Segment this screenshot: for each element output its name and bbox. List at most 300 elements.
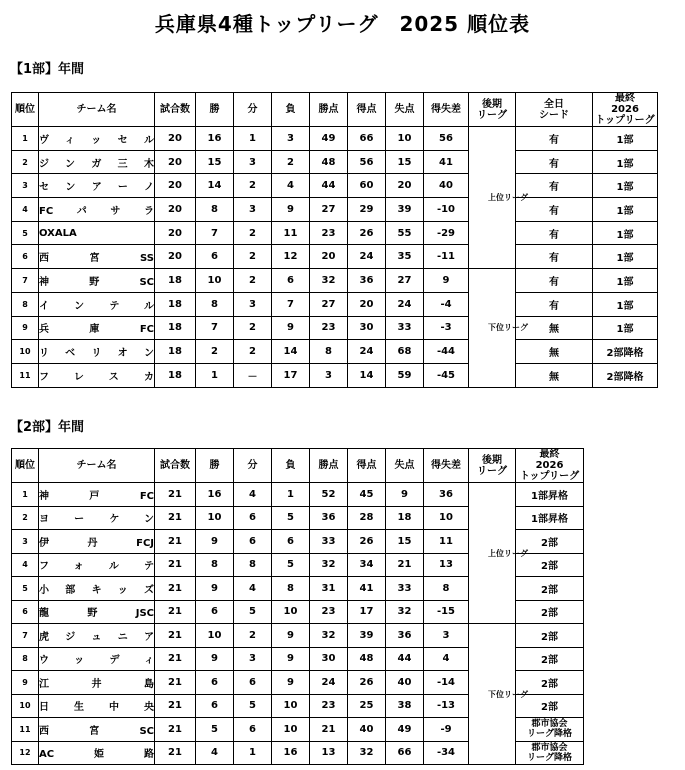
team-name: ヴィッセル (39, 134, 154, 146)
rank-cell: 2 (12, 150, 39, 174)
games-cell: 21 (155, 506, 196, 530)
team-name: 神戸FC (39, 490, 154, 502)
final-status-cell: 1部昇格 (516, 506, 584, 530)
team-name: 神野SC (39, 276, 154, 288)
goal-diff-cell: 13 (424, 553, 469, 577)
games-cell: 21 (155, 577, 196, 601)
points-cell: 23 (310, 694, 348, 718)
header-draw: 分 (234, 93, 272, 127)
losses-cell: 5 (272, 506, 310, 530)
losses-cell: 9 (272, 671, 310, 695)
wins-cell: 5 (196, 718, 234, 742)
wins-cell: 4 (196, 741, 234, 765)
goal-diff-cell: -34 (424, 741, 469, 765)
goals-for-cell: 17 (348, 600, 386, 624)
goals-for-cell: 40 (348, 718, 386, 742)
seed-cell: 無 (516, 340, 593, 364)
final-status-cell: 郡市協会 リーグ降格 (516, 718, 584, 742)
goals-for-cell: 14 (348, 363, 386, 387)
draws-cell: 5 (234, 600, 272, 624)
goal-diff-cell: 4 (424, 647, 469, 671)
games-cell: 18 (155, 363, 196, 387)
wins-cell: 6 (196, 671, 234, 695)
goals-against-cell: 33 (386, 577, 424, 601)
phase-upper-cell (469, 483, 528, 624)
goal-diff-cell: 8 (424, 577, 469, 601)
seed-cell: 有 (516, 269, 593, 293)
final-status-cell: 1部 (593, 245, 658, 269)
table-row (12, 269, 658, 293)
goal-diff-cell: -4 (424, 292, 469, 316)
team-name: 西宮SC (39, 725, 154, 737)
team-name-cell (39, 671, 155, 695)
team-name-cell (39, 553, 155, 577)
rank-cell: 1 (12, 127, 39, 151)
header-rank: 順位 (12, 449, 39, 483)
goals-for-cell: 26 (348, 671, 386, 695)
goals-against-cell: 66 (386, 741, 424, 765)
team-name-cell (39, 718, 155, 742)
final-status-cell: 1部昇格 (516, 483, 584, 507)
final-status-cell: 1部 (593, 127, 658, 151)
team-name: OXALA (39, 227, 77, 239)
table-row (12, 150, 658, 174)
goals-for-cell: 30 (348, 316, 386, 340)
goals-for-cell: 39 (348, 624, 386, 648)
games-cell: 21 (155, 741, 196, 765)
final-status-cell: 1部 (593, 292, 658, 316)
draws-cell: 6 (234, 718, 272, 742)
points-cell: 21 (310, 718, 348, 742)
goals-for-cell: 26 (348, 221, 386, 245)
points-cell: 23 (310, 221, 348, 245)
games-cell: 21 (155, 600, 196, 624)
final-status-cell: 2部 (516, 671, 584, 695)
rank-cell: 5 (12, 221, 39, 245)
draws-cell: 4 (234, 577, 272, 601)
table-row (12, 292, 658, 316)
team-name-cell (39, 530, 155, 554)
rank-cell: 8 (12, 292, 39, 316)
goals-for-cell: 48 (348, 647, 386, 671)
goals-against-cell: 9 (386, 483, 424, 507)
team-name: 西宮SS (39, 253, 154, 265)
rank-cell: 9 (12, 671, 39, 695)
goals-against-cell: 39 (386, 198, 424, 222)
phase-lower-cell (469, 269, 528, 387)
team-name-cell (39, 624, 155, 648)
goal-diff-cell: -9 (424, 718, 469, 742)
team-name-cell (39, 694, 155, 718)
draws-cell: 1 (234, 127, 272, 151)
draws-cell: 5 (234, 694, 272, 718)
goals-for-cell: 41 (348, 577, 386, 601)
wins-cell: 8 (196, 553, 234, 577)
losses-cell: 1 (272, 483, 310, 507)
goals-for-cell: 34 (348, 553, 386, 577)
team-name: フォルテ (39, 561, 154, 573)
seed-cell: 有 (516, 245, 593, 269)
goals-for-cell: 20 (348, 292, 386, 316)
wins-cell: 16 (196, 127, 234, 151)
header-seed: 全日 シード (516, 93, 593, 127)
losses-cell: 6 (272, 269, 310, 293)
losses-cell: 10 (272, 694, 310, 718)
draws-cell: 8 (234, 553, 272, 577)
rank-cell: 10 (12, 694, 39, 718)
team-name-cell (39, 741, 155, 765)
team-name: 伊丹FCJ (39, 537, 154, 549)
games-cell: 21 (155, 718, 196, 742)
goals-for-cell: 24 (348, 245, 386, 269)
table-row (12, 316, 658, 340)
games-cell: 21 (155, 671, 196, 695)
points-cell: 27 (310, 198, 348, 222)
table-row (12, 174, 658, 198)
goal-diff-cell: 41 (424, 150, 469, 174)
rank-cell: 7 (12, 269, 39, 293)
team-name: 龍野JSC (39, 608, 154, 620)
team-name: 兵庫FC (39, 324, 154, 336)
goals-against-cell: 15 (386, 150, 424, 174)
games-cell: 18 (155, 269, 196, 293)
points-cell: 23 (310, 316, 348, 340)
losses-cell: 9 (272, 624, 310, 648)
rank-cell: 9 (12, 316, 39, 340)
goal-diff-cell: -44 (424, 340, 469, 364)
goals-against-cell: 59 (386, 363, 424, 387)
table-header-row (12, 93, 658, 127)
table-row (12, 245, 658, 269)
points-cell: 32 (310, 269, 348, 293)
draws-cell: 2 (234, 269, 272, 293)
points-cell: 36 (310, 506, 348, 530)
division2-label: 【2部】年間 (10, 420, 85, 435)
header-points: 勝点 (310, 449, 348, 483)
team-name: 虎ジュニア (39, 631, 154, 643)
table-header-row (12, 449, 584, 483)
goals-for-cell: 28 (348, 506, 386, 530)
goal-diff-cell: -3 (424, 316, 469, 340)
points-cell: 24 (310, 671, 348, 695)
goals-against-cell: 55 (386, 221, 424, 245)
goal-diff-cell: -45 (424, 363, 469, 387)
rank-cell: 11 (12, 718, 39, 742)
header-rank: 順位 (12, 93, 39, 127)
team-name-cell (39, 647, 155, 671)
goals-against-cell: 24 (386, 292, 424, 316)
losses-cell: 4 (272, 174, 310, 198)
games-cell: 20 (155, 127, 196, 151)
draws-cell: 6 (234, 530, 272, 554)
draws-cell: 3 (234, 292, 272, 316)
wins-cell: 6 (196, 600, 234, 624)
goals-for-cell: 66 (348, 127, 386, 151)
games-cell: 20 (155, 150, 196, 174)
team-name: AC姫路 (39, 749, 154, 761)
rank-cell: 5 (12, 577, 39, 601)
wins-cell: 9 (196, 647, 234, 671)
goal-diff-cell: 40 (424, 174, 469, 198)
phase-lower-label: 下位リーグ (488, 323, 528, 333)
goals-against-cell: 20 (386, 174, 424, 198)
draws-cell: 6 (234, 671, 272, 695)
rank-cell: 1 (12, 483, 39, 507)
rank-cell: 7 (12, 624, 39, 648)
losses-cell: 10 (272, 718, 310, 742)
goals-against-cell: 32 (386, 600, 424, 624)
header-draw: 分 (234, 449, 272, 483)
games-cell: 21 (155, 694, 196, 718)
final-status-cell: 2部 (516, 553, 584, 577)
losses-cell: 6 (272, 530, 310, 554)
losses-cell: 17 (272, 363, 310, 387)
phase-lower-label: 下位リーグ (488, 689, 528, 699)
goal-diff-cell: -11 (424, 245, 469, 269)
team-name-cell (39, 506, 155, 530)
goals-for-cell: 26 (348, 530, 386, 554)
team-name: FCパサラ (39, 205, 154, 217)
points-cell: 52 (310, 483, 348, 507)
goal-diff-cell: 3 (424, 624, 469, 648)
goals-for-cell: 56 (348, 150, 386, 174)
games-cell: 20 (155, 174, 196, 198)
header-games: 試合数 (155, 93, 196, 127)
team-name: センアーノ (39, 182, 154, 194)
goal-diff-cell: 11 (424, 530, 469, 554)
points-cell: 13 (310, 741, 348, 765)
seed-cell: 有 (516, 198, 593, 222)
header-points: 勝点 (310, 93, 348, 127)
team-name-cell (39, 198, 155, 222)
goal-diff-cell: 9 (424, 269, 469, 293)
goals-against-cell: 44 (386, 647, 424, 671)
team-name-cell (39, 269, 155, 293)
wins-cell: 15 (196, 150, 234, 174)
table-row (12, 198, 658, 222)
rank-cell: 4 (12, 553, 39, 577)
final-status-cell: 2部 (516, 577, 584, 601)
team-name-cell (39, 245, 155, 269)
goals-against-cell: 40 (386, 671, 424, 695)
points-cell: 32 (310, 624, 348, 648)
seed-cell: 有 (516, 127, 593, 151)
goals-for-cell: 36 (348, 269, 386, 293)
final-status-cell: 2部降格 (593, 363, 658, 387)
header-final: 最終 2026 トップリーグ (516, 449, 584, 483)
team-name: ウッディ (39, 655, 154, 667)
draws-cell: 1 (234, 741, 272, 765)
header-goal-diff: 得失差 (424, 449, 469, 483)
points-cell: 49 (310, 127, 348, 151)
games-cell: 21 (155, 483, 196, 507)
team-name: フレスカ (39, 371, 154, 383)
final-status-cell: 1部 (593, 198, 658, 222)
goals-against-cell: 38 (386, 694, 424, 718)
losses-cell: 7 (272, 292, 310, 316)
team-name: リベリオン (39, 348, 154, 360)
wins-cell: 10 (196, 506, 234, 530)
losses-cell: 10 (272, 600, 310, 624)
goal-diff-cell: 56 (424, 127, 469, 151)
points-cell: 3 (310, 363, 348, 387)
team-name-cell (39, 340, 155, 364)
rank-cell: 6 (12, 245, 39, 269)
points-cell: 48 (310, 150, 348, 174)
team-name: ジンガ三木 (39, 158, 154, 170)
wins-cell: 9 (196, 577, 234, 601)
wins-cell: 6 (196, 694, 234, 718)
wins-cell: 7 (196, 221, 234, 245)
team-name: 小部キッズ (39, 584, 154, 596)
losses-cell: 14 (272, 340, 310, 364)
draws-cell: 2 (234, 624, 272, 648)
seed-cell: 無 (516, 363, 593, 387)
games-cell: 18 (155, 340, 196, 364)
final-status-cell: 2部 (516, 600, 584, 624)
final-status-cell: 2部 (516, 694, 584, 718)
final-status-cell: 2部降格 (593, 340, 658, 364)
header-goals-against: 失点 (386, 449, 424, 483)
team-name: 江井島 (39, 678, 154, 690)
losses-cell: 3 (272, 127, 310, 151)
losses-cell: 16 (272, 741, 310, 765)
wins-cell: 9 (196, 530, 234, 554)
games-cell: 20 (155, 198, 196, 222)
final-status-cell: 1部 (593, 221, 658, 245)
team-name-cell (39, 316, 155, 340)
draws-cell: 2 (234, 245, 272, 269)
goal-diff-cell: -13 (424, 694, 469, 718)
points-cell: 32 (310, 553, 348, 577)
losses-cell: 8 (272, 577, 310, 601)
draws-cell: 3 (234, 150, 272, 174)
losses-cell: 11 (272, 221, 310, 245)
rank-cell: 11 (12, 363, 39, 387)
header-final: 最終 2026 トップリーグ (593, 93, 658, 127)
team-name: 日生中央 (39, 702, 154, 714)
wins-cell: 8 (196, 198, 234, 222)
points-cell: 8 (310, 340, 348, 364)
team-name-cell (39, 600, 155, 624)
seed-cell: 有 (516, 150, 593, 174)
team-name-cell (39, 483, 155, 507)
wins-cell: 1 (196, 363, 234, 387)
table-row (12, 483, 584, 507)
wins-cell: 14 (196, 174, 234, 198)
final-status-cell: 2部 (516, 647, 584, 671)
goals-against-cell: 21 (386, 553, 424, 577)
goals-against-cell: 36 (386, 624, 424, 648)
final-status-cell: 1部 (593, 150, 658, 174)
seed-cell: 有 (516, 174, 593, 198)
header-phase: 後期 リーグ (469, 93, 516, 127)
team-name-cell (39, 292, 155, 316)
header-goals-for: 得点 (348, 449, 386, 483)
games-cell: 18 (155, 292, 196, 316)
goals-for-cell: 32 (348, 741, 386, 765)
header-goals-against: 失点 (386, 93, 424, 127)
header-loss: 負 (272, 93, 310, 127)
draws-cell: 2 (234, 174, 272, 198)
goals-for-cell: 60 (348, 174, 386, 198)
rank-cell: 3 (12, 530, 39, 554)
table-row (12, 221, 658, 245)
goals-against-cell: 10 (386, 127, 424, 151)
wins-cell: 6 (196, 245, 234, 269)
phase-upper-label: 上位リーグ (488, 548, 528, 558)
team-name-cell (39, 127, 155, 151)
header-games: 試合数 (155, 449, 196, 483)
draws-cell: 3 (234, 198, 272, 222)
seed-cell: 有 (516, 292, 593, 316)
points-cell: 27 (310, 292, 348, 316)
draws-cell: 2 (234, 221, 272, 245)
losses-cell: 9 (272, 316, 310, 340)
wins-cell: 16 (196, 483, 234, 507)
goals-against-cell: 27 (386, 269, 424, 293)
rank-cell: 12 (12, 741, 39, 765)
goals-against-cell: 18 (386, 506, 424, 530)
points-cell: 30 (310, 647, 348, 671)
goals-for-cell: 25 (348, 694, 386, 718)
table-row (12, 127, 658, 151)
losses-cell: 9 (272, 198, 310, 222)
goal-diff-cell: -29 (424, 221, 469, 245)
goals-for-cell: 24 (348, 340, 386, 364)
wins-cell: 10 (196, 269, 234, 293)
header-goals-for: 得点 (348, 93, 386, 127)
draws-cell: 3 (234, 647, 272, 671)
header-team: チーム名 (39, 449, 155, 483)
team-name: インテル (39, 300, 154, 312)
points-cell: 23 (310, 600, 348, 624)
goal-diff-cell: 36 (424, 483, 469, 507)
final-status-cell: 2部 (516, 530, 584, 554)
losses-cell: 12 (272, 245, 310, 269)
goals-for-cell: 45 (348, 483, 386, 507)
rank-cell: 8 (12, 647, 39, 671)
rank-cell: 3 (12, 174, 39, 198)
draws-cell: 4 (234, 483, 272, 507)
header-goal-diff: 得失差 (424, 93, 469, 127)
games-cell: 20 (155, 245, 196, 269)
wins-cell: 10 (196, 624, 234, 648)
final-status-cell: 2部 (516, 624, 584, 648)
games-cell: 18 (155, 316, 196, 340)
goals-for-cell: 29 (348, 198, 386, 222)
header-team: チーム名 (39, 93, 155, 127)
team-name-cell (39, 221, 155, 245)
table-row (12, 624, 584, 648)
team-name-cell (39, 174, 155, 198)
games-cell: 21 (155, 647, 196, 671)
rank-cell: 6 (12, 600, 39, 624)
wins-cell: 7 (196, 316, 234, 340)
table-row (12, 340, 658, 364)
header-loss: 負 (272, 449, 310, 483)
draws-cell: 2 (234, 340, 272, 364)
losses-cell: 5 (272, 553, 310, 577)
phase-lower-cell (469, 624, 528, 765)
page-title: 兵庫県4種トップリーグ 2025 順位表 (154, 12, 531, 36)
seed-cell: 有 (516, 221, 593, 245)
final-status-cell: 郡市協会 リーグ降格 (516, 741, 584, 765)
wins-cell: 2 (196, 340, 234, 364)
draws-cell: 6 (234, 506, 272, 530)
goal-diff-cell: -10 (424, 198, 469, 222)
final-status-cell: 1部 (593, 174, 658, 198)
